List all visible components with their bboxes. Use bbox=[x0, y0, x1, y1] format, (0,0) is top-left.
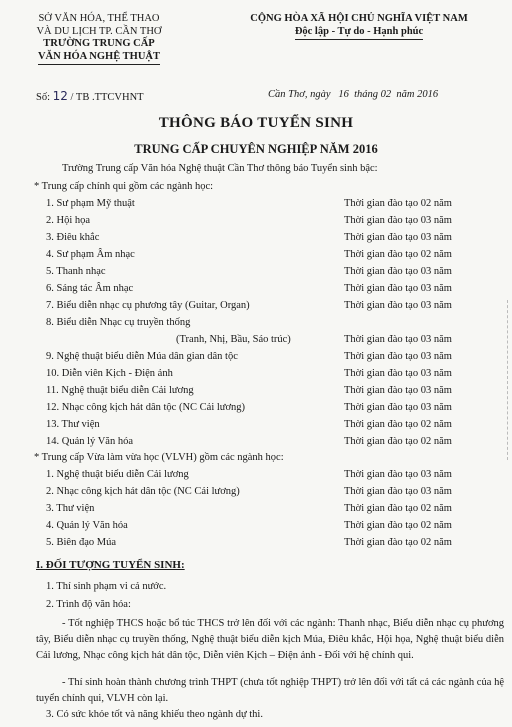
eligibility-point-1: 1. Thí sinh phạm vi cả nước. bbox=[46, 581, 167, 592]
regular-item-duration: Thời gian đào tạo 03 năm bbox=[344, 266, 452, 277]
regular-item-duration: Thời gian đào tạo 03 năm bbox=[344, 351, 452, 362]
parttime-item-duration: Thời gian đào tạo 03 năm bbox=[344, 469, 452, 480]
regular-item: 5. Thanh nhạc bbox=[46, 266, 106, 277]
doc-number-prefix: Số: bbox=[36, 92, 51, 103]
regular-item-duration: Thời gian đào tạo 02 năm bbox=[344, 198, 452, 209]
school-line-1: TRƯỜNG TRUNG CẤP bbox=[43, 38, 155, 49]
eligibility-point-2: 2. Trình độ văn hóa: bbox=[46, 599, 131, 610]
document-subtitle: TRUNG CẤP CHUYÊN NGHIỆP NĂM 2016 bbox=[134, 142, 378, 156]
agency-line-1: SỞ VĂN HÓA, THỂ THAO bbox=[38, 13, 160, 24]
national-motto: Độc lập - Tự do - Hạnh phúc bbox=[295, 26, 423, 41]
regular-item-duration: Thời gian đào tạo 03 năm bbox=[344, 385, 452, 396]
regular-item: 4. Sư phạm Âm nhạc bbox=[46, 249, 135, 260]
school-line-2: VĂN HÓA NGHỆ THUẬT bbox=[38, 51, 160, 66]
parttime-item-duration: Thời gian đào tạo 02 năm bbox=[344, 520, 452, 531]
regular-item: 12. Nhạc công kịch hát dân tộc (NC Cải lương) bbox=[46, 402, 246, 413]
parttime-item-duration: Thời gian đào tạo 02 năm bbox=[344, 537, 452, 548]
regular-item: 6. Sáng tác Âm nhạc bbox=[46, 283, 134, 294]
regular-item-duration: Thời gian đào tạo 03 năm bbox=[344, 402, 452, 413]
eligibility-paragraph-thpt: - Thí sinh hoàn thành chương trình THPT (chưa tốt nghiệp THPT) trở lên đối với tất cả các ngành của hệ tuyển chính qui, VLVH còn lại. bbox=[36, 677, 504, 704]
document-number bbox=[36, 89, 144, 103]
national-header-block bbox=[214, 13, 504, 40]
regular-item: 13. Thư viện bbox=[46, 419, 100, 430]
regular-item-duration: Thời gian đào tạo 03 năm bbox=[344, 215, 452, 226]
regular-item-duration: Thời gian đào tạo 03 năm bbox=[344, 232, 452, 243]
regular-item-duration: Thời gian đào tạo 03 năm bbox=[344, 334, 452, 345]
regular-item-duration: Thời gian đào tạo 02 năm bbox=[344, 249, 452, 260]
document-title: THÔNG BÁO TUYỂN SINH bbox=[158, 115, 354, 131]
regular-item: 7. Biểu diễn nhạc cụ phương tây (Guitar, Organ) bbox=[46, 300, 250, 311]
national-title: CỘNG HÒA XÃ HỘI CHỦ NGHĨA VIỆT NAM bbox=[250, 13, 468, 24]
regular-item: 1. Sư phạm Mỹ thuật bbox=[46, 198, 135, 209]
parttime-item-duration: Thời gian đào tạo 02 năm bbox=[344, 503, 452, 514]
section-heading-eligibility: I. ĐỐI TƯỢNG TUYỂN SINH: bbox=[36, 559, 185, 571]
regular-item: 11. Nghệ thuật biểu diễn Cải lương bbox=[46, 385, 194, 396]
eligibility-point-3: 3. Có sức khỏe tốt và năng khiếu theo ngành dự thi. bbox=[46, 709, 263, 720]
regular-item: 9. Nghệ thuật biểu diễn Múa dân gian dân tộc bbox=[46, 351, 238, 362]
regular-item-duration: Thời gian đào tạo 02 năm bbox=[344, 419, 452, 430]
parttime-item-duration: Thời gian đào tạo 03 năm bbox=[344, 486, 452, 497]
regular-item-subtext: (Tranh, Nhị, Bầu, Sáo trúc) bbox=[176, 334, 291, 345]
parttime-item: 2. Nhạc công kịch hát dân tộc (NC Cải lương) bbox=[46, 486, 240, 497]
regular-item-duration: Thời gian đào tạo 03 năm bbox=[344, 300, 452, 311]
doc-number-handwritten: 12 bbox=[52, 89, 68, 103]
date-line: Cần Thơ, ngày 16 tháng 02 năm 2016 bbox=[268, 89, 439, 100]
parttime-item: 1. Nghệ thuật biểu diễn Cải lương bbox=[46, 469, 189, 480]
parttime-item: 4. Quản lý Văn hóa bbox=[46, 520, 128, 531]
regular-item: 2. Hội họa bbox=[46, 215, 91, 226]
intro-text: Trường Trung cấp Văn hóa Nghệ thuật Cần Thơ thông báo Tuyển sinh bậc: bbox=[62, 163, 378, 174]
regular-item: 8. Biểu diễn Nhạc cụ truyền thống bbox=[46, 317, 191, 328]
regular-item-duration: Thời gian đào tạo 02 năm bbox=[344, 436, 452, 447]
regular-item-duration: Thời gian đào tạo 03 năm bbox=[344, 283, 452, 294]
section-parttime-title: * Trung cấp Vừa làm vừa học (VLVH) gồm các ngành học: bbox=[34, 452, 284, 463]
regular-item-duration: Thời gian đào tạo 03 năm bbox=[344, 368, 452, 379]
issuing-agency-block bbox=[14, 13, 184, 65]
parttime-item: 3. Thư viện bbox=[46, 503, 95, 514]
agency-line-2: VÀ DU LỊCH TP. CẦN THƠ bbox=[36, 25, 162, 37]
parttime-item: 5. Biên đạo Múa bbox=[46, 537, 116, 548]
regular-item: 14. Quản lý Văn hóa bbox=[46, 436, 133, 447]
doc-number-suffix: / TB .TTCVHNT bbox=[70, 92, 144, 103]
scan-edge bbox=[507, 300, 512, 460]
regular-item: 3. Điêu khắc bbox=[46, 232, 100, 243]
regular-item: 10. Diễn viên Kịch - Điện ảnh bbox=[46, 368, 173, 379]
eligibility-paragraph-thcs: - Tốt nghiệp THCS hoặc bổ túc THCS trở lên đối với các ngành: Thanh nhạc, Biểu diễn nhạc cụ phương tây, Biểu diễn nhạc cụ truyền thống, Nghệ thuật biểu diễn kịch Múa, Điêu khắc, Hội họa, Nghệ thuật biểu diễn Cải lương, Nhạc công kịch hát dân tộc, Diễn viên Kịch – Điện ảnh - Đối với hệ chính qui. bbox=[36, 618, 504, 661]
section-regular-title: * Trung cấp chính qui gồm các ngành học: bbox=[34, 181, 214, 192]
